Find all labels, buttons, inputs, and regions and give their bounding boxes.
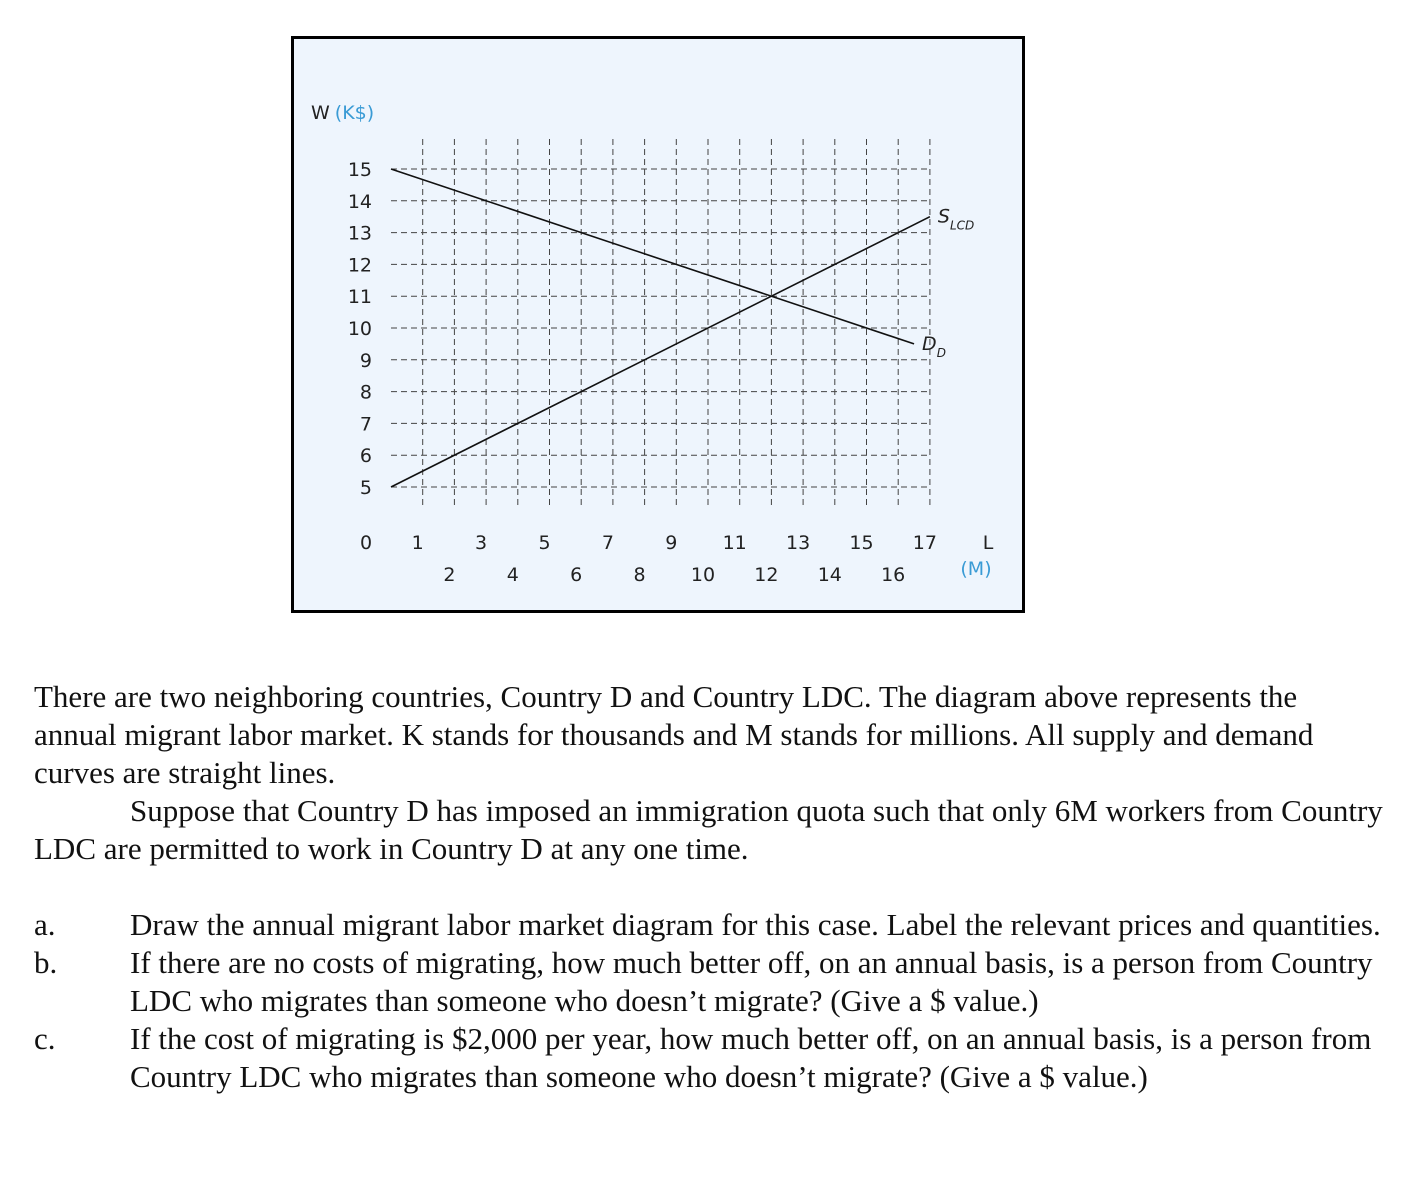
y-tick-label: 13 xyxy=(347,222,372,245)
y-axis-title: W (K$) xyxy=(311,102,375,124)
x-tick-label: 4 xyxy=(506,564,519,586)
y-tick-label: 7 xyxy=(359,413,372,436)
question-letter: a. xyxy=(34,907,56,942)
intro-paragraph: There are two neighboring countries, Country D and Country LDC. The diagram above represents the annual migrant labor market. K stands for thousands and M stands for millions. All supply and demand curves are straight lines. xyxy=(34,679,1314,790)
chart-figure xyxy=(291,36,1025,613)
y-tick-label: 15 xyxy=(347,159,372,181)
problem-text xyxy=(34,678,1384,1096)
question-letter: c. xyxy=(34,1021,56,1056)
x-tick-label: 7 xyxy=(601,532,614,554)
x-tick-label: 13 xyxy=(786,532,811,554)
y-tick-label: 11 xyxy=(347,286,372,309)
x-tick-label: 8 xyxy=(633,564,646,586)
y-tick-label: 10 xyxy=(347,318,372,340)
question-list xyxy=(34,906,1384,1096)
y-tick-label: 8 xyxy=(359,381,372,404)
question-c xyxy=(34,1020,1384,1096)
x-tick-label: 15 xyxy=(849,532,874,554)
x-tick-label: 9 xyxy=(665,532,678,554)
labor-market-chart xyxy=(294,39,1022,610)
question-text: If the cost of migrating is $2,000 per year, how much better off, on an annual basis, is a person from Country LDC who migrates than someone who doesn’t migrate? (Give a $ value.) xyxy=(130,1021,1372,1094)
origin-label: 0 xyxy=(359,532,373,554)
y-tick-label: 5 xyxy=(359,477,372,499)
x-tick-label: 1 xyxy=(411,532,424,554)
demand-curve xyxy=(391,169,914,344)
x-tick-label: 10 xyxy=(690,564,716,586)
question-letter: b. xyxy=(34,945,58,980)
x-tick-label: 3 xyxy=(475,532,488,554)
demand-curve-label: $D_D$ xyxy=(922,332,946,360)
supply-curve xyxy=(391,217,930,487)
y-tick-label: 14 xyxy=(347,190,372,213)
x-tick-label: 16 xyxy=(881,564,906,586)
question-b xyxy=(34,944,1384,1020)
y-tick-label: 9 xyxy=(359,349,372,372)
grid xyxy=(391,139,930,509)
question-a xyxy=(34,906,1384,944)
question-text: Draw the annual migrant labor market diagram for this case. Label the relevant prices and quantities. xyxy=(130,907,1381,942)
x-axis-title: L xyxy=(982,532,994,554)
y-tick-label: 12 xyxy=(347,254,372,277)
quota-paragraph: Suppose that Country D has imposed an immigration quota such that only 6M workers from Country LDC are permitted to work in Country D at any one time. xyxy=(34,793,1383,866)
y-tick-label: 6 xyxy=(359,445,372,468)
x-axis-unit: (M) xyxy=(960,558,992,580)
axis-labels xyxy=(311,102,994,586)
x-tick-label: 5 xyxy=(538,532,551,554)
question-text: If there are no costs of migrating, how much better off, on an annual basis, is a person from Country LDC who migrates than someone who doesn’t migrate? (Give a $ value.) xyxy=(130,945,1373,1018)
x-tick-label: 11 xyxy=(722,532,747,554)
x-tick-label: 14 xyxy=(817,564,842,586)
x-tick-label: 12 xyxy=(754,564,779,586)
x-tick-label: 17 xyxy=(912,532,937,554)
x-tick-label: 2 xyxy=(443,564,456,586)
x-tick-label: 6 xyxy=(570,564,583,586)
supply-curve-label: $S_{LCD}$ xyxy=(937,205,975,233)
